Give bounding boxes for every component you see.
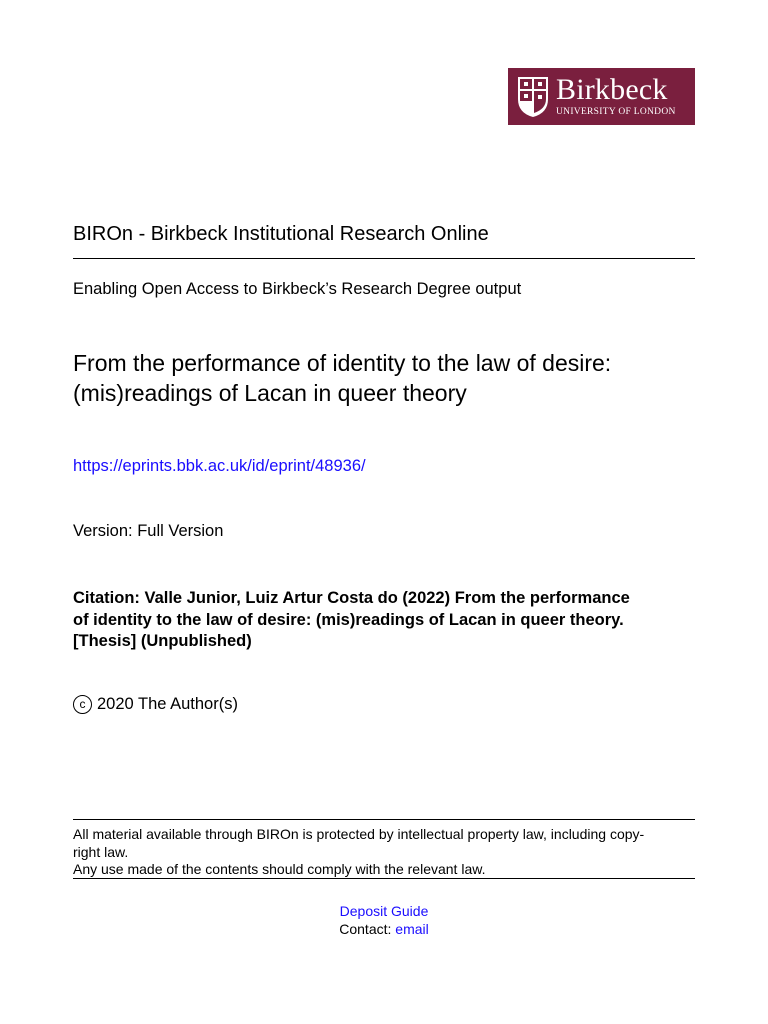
citation-line: Citation: Valle Junior, Luiz Artur Costa do (2022) From the performance <box>73 589 630 607</box>
document-title-line: (mis)readings of Lacan in queer theory <box>73 380 467 406</box>
birkbeck-logo <box>508 68 695 125</box>
eprint-url-link[interactable]: https://eprints.bbk.ac.uk/id/eprint/48936/ <box>73 457 366 475</box>
footer-divider-top <box>73 819 695 820</box>
header-divider <box>73 258 695 259</box>
legal-notice-line: All material available through BIROn is protected by intellectual property law, including copy- <box>73 826 645 842</box>
citation <box>73 588 698 653</box>
version-text: Version: Full Version <box>73 522 224 540</box>
citation-line: of identity to the law of desire: (mis)readings of Lacan in queer theory. <box>73 610 624 629</box>
citation-line: [Thesis] (Unpublished) <box>73 632 252 650</box>
repository-subtitle: Enabling Open Access to Birkbeck’s Research Degree output <box>73 280 522 298</box>
legal-notice-line: right law. <box>73 843 129 860</box>
footer-divider-bottom <box>73 878 695 879</box>
copyright-icon: c <box>73 695 92 714</box>
legal-notice <box>73 826 698 879</box>
crest-icon <box>516 75 550 119</box>
deposit-block <box>0 903 768 938</box>
email-link[interactable]: email <box>395 920 429 937</box>
copyright <box>73 695 238 714</box>
legal-notice-line: Any use made of the contents should comply with the relevant law. <box>73 861 486 877</box>
copyright-text: 2020 The Author(s) <box>97 695 238 713</box>
repository-title: BIROn - Birkbeck Institutional Research Online <box>73 223 489 245</box>
logo-name: Birkbeck <box>556 73 668 107</box>
document-title-line: From the performance of identity to the law of desire: <box>73 350 612 376</box>
document-title <box>73 348 703 408</box>
deposit-guide-link[interactable]: Deposit Guide <box>339 903 429 919</box>
contact-label: Contact: <box>339 920 392 937</box>
logo-subtitle: UNIVERSITY OF LONDON <box>556 107 676 118</box>
